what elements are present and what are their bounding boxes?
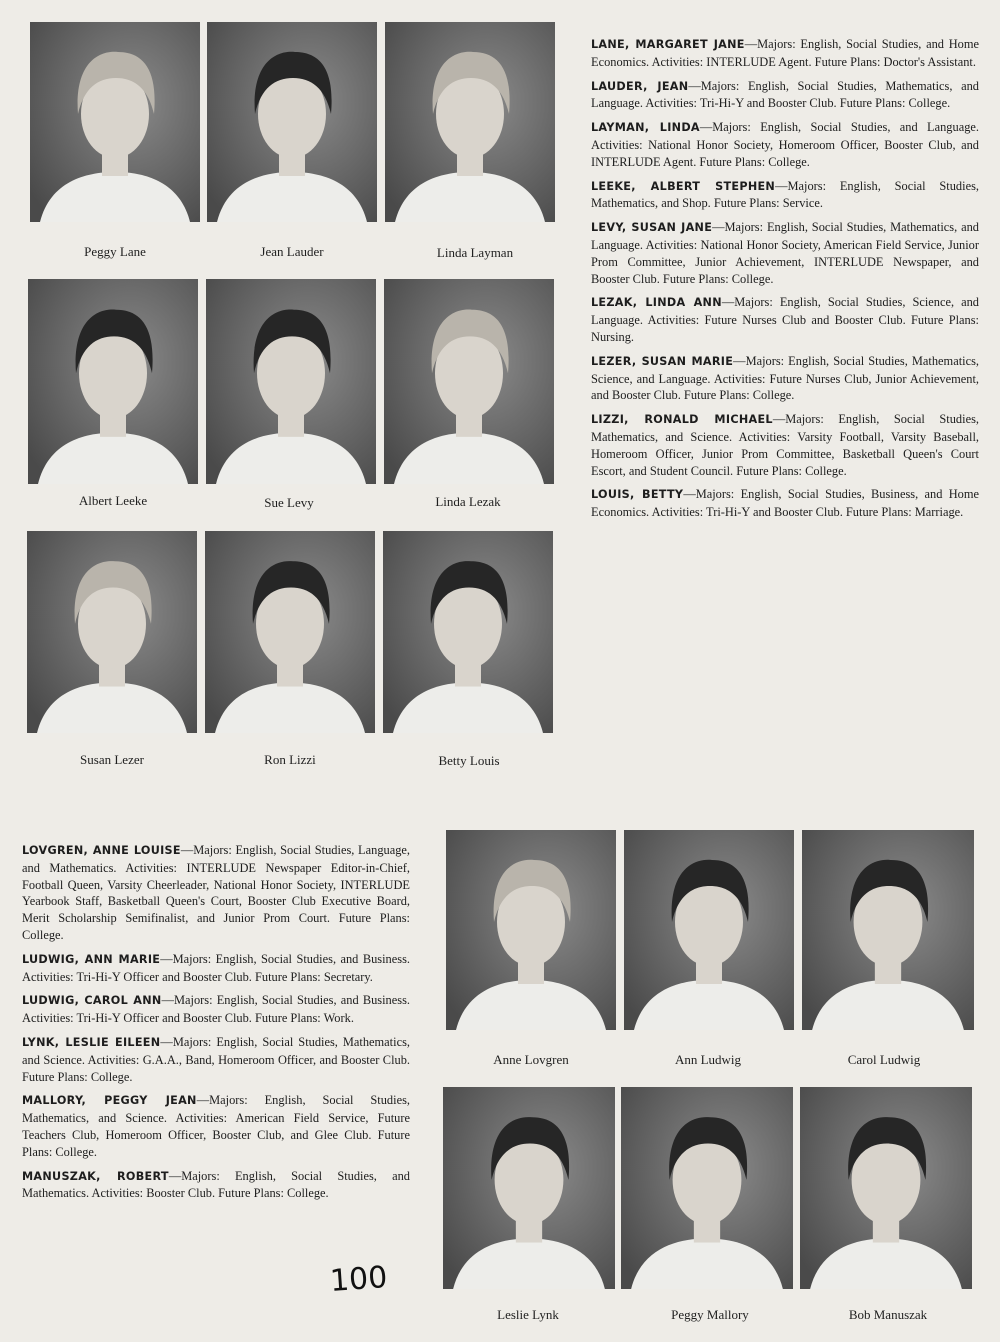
- student-details: —Majors: English, Social Studies, and Language. Activities: National Honor Society, Homeroom Officer, Booster Club, and INTERLUDE Agent. Future Plans: College.: [591, 120, 979, 169]
- portrait-photo: [205, 531, 375, 733]
- photo-caption: Carol Ludwig: [847, 1052, 921, 1067]
- bleed-through-band: [30, 780, 980, 828]
- portrait-photo: [800, 1087, 972, 1289]
- student-details: —Majors: English, Social Studies, Science, and Language. Activities: Future Nurses Club and Booster Club. Future Plans: Nursing.: [591, 295, 979, 344]
- student-details: —Majors: English, Social Studies, and Mathematics. Activities: Booster Club. Future Plans: College.: [22, 1168, 410, 1201]
- bio-column-top: [591, 36, 979, 528]
- student-bio: [591, 353, 979, 404]
- student-details: —Majors: English, Social Studies, Mathematics, and Science. Activities: G.A.A., Band, Homeroom Officer, and Booster Club. Future Plans: College.: [22, 1034, 410, 1084]
- portrait-photo: [207, 22, 377, 222]
- student-bio: [591, 486, 979, 521]
- photo-caption: Anne Lovgren: [493, 1052, 569, 1067]
- photo-caption: Leslie Lynk: [497, 1307, 559, 1322]
- photo-caption: Albert Leeke: [78, 493, 148, 508]
- student-name: LOUIS, BETTY: [591, 488, 684, 502]
- student-details: —Majors: English, Social Studies, and Home Economics. Activities: INTERLUDE Agent. Future Plans: Doctor's Assistant.: [591, 37, 979, 69]
- portrait-photo: [446, 830, 616, 1030]
- photo-caption: Bob Manuszak: [848, 1307, 928, 1322]
- student-details: —Majors: English, Social Studies, Business, and Home Economics. Activities: Tri-Hi-Y and Booster Club. Future Plans: Marriage.: [591, 487, 979, 520]
- photo-caption: Susan Lezer: [80, 752, 144, 767]
- photo-caption: Ann Ludwig: [674, 1052, 742, 1067]
- student-bio: [591, 294, 979, 345]
- student-details: —Majors: English, Social Studies, and Business. Activities: Tri-Hi-Y Officer and Booster Club. Future Plans: Work.: [22, 993, 410, 1026]
- portrait-photo: [27, 531, 197, 733]
- student-name: LEZAK, LINDA ANN: [591, 296, 722, 310]
- student-details: —Majors: English, Social Studies, Mathematics, and Language. Activities: National Honor Society, American Field Service, Junior Prom Committee, Junior Achievement, INTERLUDE Newspaper, and Booster Club. Future Plans: College.: [591, 220, 979, 286]
- student-bio: [22, 1168, 410, 1203]
- student-bio: [22, 842, 410, 944]
- photo-caption: Sue Levy: [264, 495, 314, 510]
- student-name: LOVGREN, ANNE LOUISE: [22, 844, 181, 857]
- portrait-photo: [206, 279, 376, 484]
- portrait-photo: [383, 531, 553, 733]
- portrait-photo: [624, 830, 794, 1030]
- photo-caption: Peggy Lane: [84, 244, 146, 259]
- student-details: —Majors: English, Social Studies, Mathematics, and Language. Activities: Tri-Hi-Y and Booster Club. Future Plans: College.: [591, 78, 979, 111]
- student-name: LUDWIG, ANN MARIE: [22, 952, 161, 966]
- student-name: LEVY, SUSAN JANE: [591, 221, 713, 235]
- student-name: LUDWIG, CAROL ANN: [22, 994, 162, 1008]
- photo-caption: Betty Louis: [438, 753, 500, 768]
- student-bio: [591, 219, 979, 287]
- student-bio: [22, 1034, 410, 1085]
- student-name: LANE, MARGARET JANE: [591, 38, 745, 51]
- student-bio: [591, 178, 979, 213]
- student-name: LEEKE, ALBERT STEPHEN: [591, 179, 776, 193]
- student-name: LEZER, SUSAN MARIE: [591, 354, 734, 368]
- student-name: LAUDER, JEAN: [591, 79, 689, 93]
- portrait-photo: [385, 22, 555, 222]
- student-bio: [591, 411, 979, 479]
- student-bio: [591, 78, 979, 113]
- photo-caption: Linda Lezak: [435, 494, 501, 509]
- student-bio: [22, 992, 410, 1027]
- student-name: LYNK, LESLIE EILEEN: [22, 1035, 161, 1049]
- portrait-photo: [30, 22, 200, 222]
- student-details: —Majors: English, Social Studies, Mathematics, and Science. Activities: Varsity Football, Varsity Baseball, Homeroom Officer, Junior Prom Committee, Basketball Queen's Court Escort, and Student Council. Future Plans: College.: [591, 412, 979, 478]
- student-bio: [591, 119, 979, 170]
- page-number: 100: [328, 1260, 389, 1299]
- student-details: —Majors: English, Social Studies, Language, and Mathematics. Activities: INTERLUDE Newspaper Editor-in-Chief, Football Queen, Varsity Cheerleader, National Honor Society, INTERLUDE Yearbook Staff, Basketball Queen's Court, Booster Club Executive Board, Merit Scholarship Semifinalist, and Junior Prom Court. Future Plans: College.: [22, 843, 410, 942]
- student-details: —Majors: English, Social Studies, Mathematics, Science, and Language. Activities: Future Nurses Club, Junior Achievement, and Booster Club. Future Plans: College.: [591, 353, 979, 403]
- portrait-photo: [384, 279, 554, 484]
- student-details: —Majors: English, Social Studies, Mathematics, and Science. Activities: American Field Service, Future Teachers Club, Homeroom Officer, Booster Club, and Glee Club. Future Plans: College.: [22, 1093, 410, 1159]
- student-name: LIZZI, RONALD MICHAEL: [591, 413, 773, 427]
- student-name: MALLORY, PEGGY JEAN: [22, 1094, 197, 1108]
- student-name: LAYMAN, LINDA: [591, 121, 700, 135]
- portrait-photo: [802, 830, 974, 1030]
- student-details: —Majors: English, Social Studies, and Business. Activities: Tri-Hi-Y Officer and Booster Club. Future Plans: Secretary.: [22, 951, 410, 984]
- portrait-photo: [443, 1087, 615, 1289]
- portrait-photo: [621, 1087, 793, 1289]
- student-bio: [22, 1092, 410, 1160]
- student-name: MANUSZAK, ROBERT: [22, 1169, 169, 1183]
- portrait-photo: [28, 279, 198, 484]
- photo-caption: Jean Lauder: [260, 244, 324, 259]
- photo-caption: Linda Layman: [436, 245, 514, 260]
- student-bio: [591, 36, 979, 71]
- bio-column-bottom: [22, 842, 410, 1209]
- photo-caption: Ron Lizzi: [264, 752, 316, 767]
- photo-caption: Peggy Mallory: [671, 1307, 749, 1322]
- student-details: —Majors: English, Social Studies, Mathematics, and Shop. Future Plans: Service.: [591, 178, 979, 211]
- student-bio: [22, 951, 410, 986]
